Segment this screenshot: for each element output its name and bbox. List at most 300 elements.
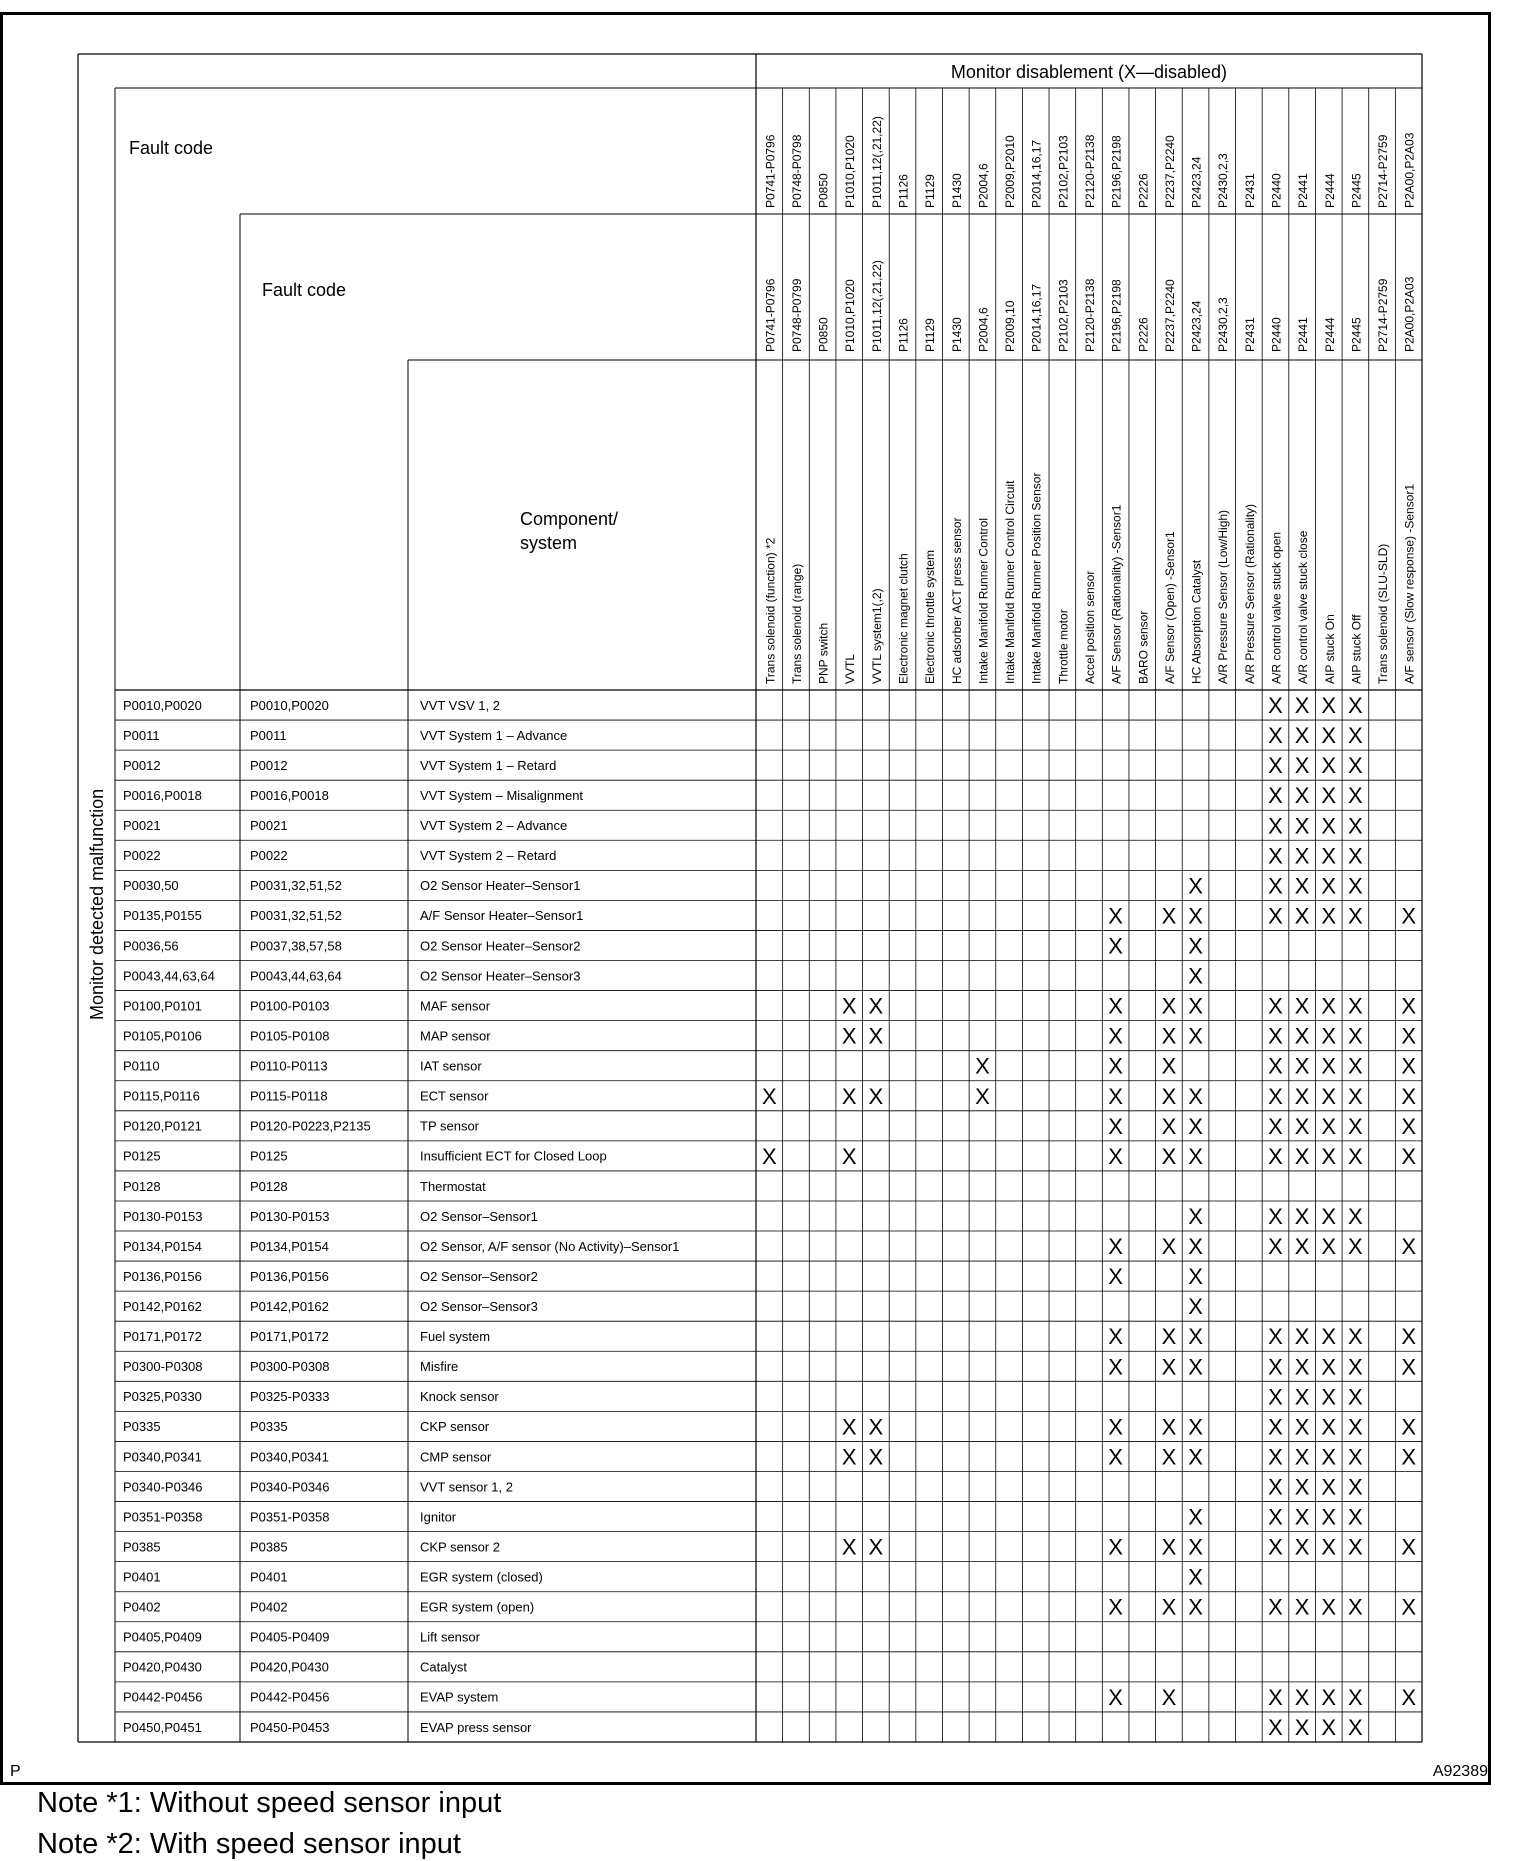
- row-code-outer: P0036,56: [123, 938, 179, 954]
- disabled-mark: X: [1348, 873, 1363, 899]
- disabled-mark: X: [1188, 1113, 1203, 1139]
- disabled-mark: X: [1294, 693, 1310, 719]
- disabled-mark: X: [1268, 1053, 1283, 1079]
- disabled-mark: X: [1161, 1234, 1177, 1260]
- disabled-mark: X: [1294, 1354, 1310, 1380]
- column-code-mid: P0850: [816, 317, 831, 352]
- row-code-outer: P0136,P0156: [123, 1268, 202, 1284]
- row-code-outer: P0340-P0346: [123, 1479, 203, 1495]
- row-component: Lift sensor: [420, 1629, 480, 1645]
- disabled-mark: X: [1348, 1204, 1363, 1229]
- disabled-mark: X: [1188, 1414, 1203, 1440]
- disabled-mark: X: [1161, 1053, 1177, 1079]
- note-2: Note *2: With speed sensor input: [37, 1828, 461, 1860]
- row-code-outer: P0125: [123, 1148, 161, 1164]
- row-code-outer: P0128: [123, 1178, 161, 1194]
- disabled-mark: X: [1401, 903, 1417, 929]
- row-component: EGR system (open): [420, 1599, 535, 1615]
- column-code-top: P2120-P2138: [1083, 134, 1097, 208]
- row-code-outer: P0402: [123, 1599, 161, 1615]
- row-component: O2 Sensor–Sensor3: [420, 1298, 538, 1314]
- disabled-mark: X: [868, 1023, 884, 1049]
- column-code-top: P1010,P1020: [843, 135, 858, 208]
- disabled-mark: X: [1348, 783, 1363, 809]
- column-code-mid: P2A00,P2A03: [1402, 276, 1417, 352]
- column-name: A/R control valve stuck close: [1296, 530, 1311, 684]
- row-component: MAF sensor: [420, 998, 491, 1014]
- row-code-outer: P0115,P0116: [123, 1088, 200, 1104]
- column-code-mid: P2014,16,17: [1029, 283, 1044, 352]
- column-name: HC adsorber ACT press sensor: [949, 517, 964, 684]
- column-name: Accel position sensor: [1083, 570, 1097, 684]
- disabled-mark: X: [841, 993, 857, 1019]
- corner-label-left: P: [10, 1763, 21, 1780]
- column-code-top: P2226: [1136, 173, 1151, 208]
- disabled-mark: X: [1188, 873, 1203, 899]
- group-title: Monitor disablement (X—disabled): [950, 62, 1228, 82]
- column-code-mid: P2441: [1296, 317, 1311, 352]
- disabled-mark: X: [1188, 1294, 1203, 1320]
- column-code-mid: P1129: [923, 318, 938, 352]
- disabled-mark: X: [1108, 1113, 1123, 1139]
- disabled-mark: X: [1294, 813, 1310, 839]
- disabled-mark: X: [841, 1534, 857, 1560]
- disabled-mark: X: [1161, 1324, 1177, 1350]
- column-name: A/F Sensor (Rationality) -Sensor1: [1109, 504, 1124, 684]
- disabled-mark: X: [1401, 1594, 1417, 1620]
- row-code-inner: P0022: [250, 848, 288, 864]
- disabled-mark: X: [1294, 723, 1310, 749]
- row-component: MAP sensor: [420, 1028, 491, 1044]
- disabled-mark: X: [1348, 753, 1363, 779]
- disabled-mark: X: [1401, 1684, 1417, 1710]
- disabled-mark: X: [1268, 1444, 1283, 1470]
- disabled-mark: X: [1188, 903, 1203, 929]
- disabled-mark: X: [1401, 1354, 1417, 1380]
- disabled-mark: X: [761, 1083, 777, 1109]
- side-label: Monitor detected malfunction: [87, 788, 107, 1020]
- row-code-inner: P0105-P0108: [250, 1028, 330, 1044]
- row-code-inner: P0351-P0358: [250, 1509, 330, 1525]
- row-component: VVT System 2 – Retard: [420, 848, 557, 864]
- disabled-mark: X: [1294, 1113, 1310, 1139]
- column-name: AIP stuck Off: [1349, 614, 1364, 684]
- row-code-outer: P0300-P0308: [123, 1359, 203, 1375]
- row-component: O2 Sensor Heater–Sensor2: [420, 938, 581, 954]
- row-code-outer: P0011: [123, 727, 160, 743]
- disabled-mark: X: [1161, 1354, 1177, 1380]
- disabled-mark: X: [1294, 843, 1310, 869]
- disabled-mark: X: [868, 1534, 884, 1560]
- disabled-mark: X: [1321, 1204, 1337, 1229]
- disabled-mark: X: [1188, 1234, 1203, 1260]
- disabled-mark: X: [1108, 1143, 1123, 1169]
- disabled-mark: X: [1108, 1594, 1123, 1620]
- row-code-inner: P0010,P0020: [250, 697, 329, 713]
- column-code-mid: P2440: [1269, 317, 1284, 352]
- column-name: Intake Manifold Runner Control: [976, 517, 991, 684]
- disabled-mark: X: [1348, 1053, 1363, 1079]
- disabled-mark: X: [841, 1023, 857, 1049]
- disabled-mark: X: [1161, 1083, 1177, 1109]
- row-code-inner: P0335: [250, 1419, 288, 1435]
- row-code-outer: P0043,44,63,64: [123, 968, 215, 984]
- disabled-mark: X: [1294, 1534, 1310, 1560]
- disabled-mark: X: [1268, 1113, 1283, 1139]
- disabled-mark: X: [1401, 1414, 1417, 1440]
- disabled-mark: X: [1161, 1444, 1177, 1470]
- disabled-mark: X: [1348, 1234, 1363, 1260]
- disabled-mark: X: [1188, 1534, 1203, 1560]
- disabled-mark: X: [1268, 1414, 1283, 1440]
- row-code-inner: P0043,44,63,64: [250, 968, 342, 984]
- disabled-mark: X: [1268, 1204, 1283, 1229]
- disabled-mark: X: [1348, 1083, 1363, 1109]
- disabled-mark: X: [841, 1444, 857, 1470]
- row-code-inner: P0171,P0172: [250, 1329, 329, 1345]
- disabled-mark: X: [1294, 1143, 1310, 1169]
- disabled-mark: X: [1321, 843, 1337, 869]
- row-component: IAT sensor: [420, 1058, 482, 1074]
- disabled-mark: X: [1188, 1594, 1203, 1620]
- row-code-inner: P0405-P0409: [250, 1629, 330, 1645]
- row-code-inner: P0120-P0223,P2135: [250, 1118, 371, 1134]
- column-code-mid: P2237,P2240: [1162, 279, 1177, 352]
- disabled-mark: X: [1268, 903, 1283, 929]
- disabled-mark: X: [1268, 1534, 1283, 1560]
- column-name: PNP switch: [816, 622, 831, 684]
- row-component: O2 Sensor Heater–Sensor3: [420, 968, 581, 984]
- disabled-mark: X: [1188, 1204, 1203, 1229]
- disabled-mark: X: [1321, 1113, 1337, 1139]
- column-code-top: P0741-P0796: [763, 134, 778, 208]
- disabled-mark: X: [1294, 993, 1310, 1019]
- row-code-inner: P0125: [250, 1148, 288, 1164]
- disabled-mark: X: [1321, 903, 1337, 929]
- disabled-mark: X: [1161, 1414, 1177, 1440]
- row-code-outer: P0010,P0020: [123, 697, 202, 713]
- column-code-top: P2004,6: [976, 163, 991, 208]
- disabled-mark: X: [1108, 1264, 1123, 1290]
- disabled-mark: X: [1294, 753, 1310, 779]
- disabled-mark: X: [1161, 1594, 1177, 1620]
- row-code-outer: P0135,P0155: [123, 908, 202, 924]
- disabled-mark: X: [1294, 1594, 1310, 1620]
- column-code-mid: P2226: [1136, 317, 1151, 352]
- row-code-inner: P0442-P0456: [250, 1689, 330, 1705]
- row-code-inner: P0142,P0162: [250, 1298, 329, 1314]
- disabled-mark: X: [1268, 873, 1283, 899]
- disabled-mark: X: [1161, 1534, 1177, 1560]
- row-code-outer: P0385: [123, 1539, 161, 1555]
- row-code-outer: P0022: [123, 848, 161, 864]
- row-component: VVT sensor 1, 2: [420, 1479, 513, 1495]
- row-component: EVAP press sensor: [420, 1719, 532, 1735]
- row-code-inner: P0037,38,57,58: [250, 938, 342, 954]
- row-code-inner: P0016,P0018: [250, 788, 329, 804]
- component-label-line2: system: [520, 533, 578, 553]
- row-code-inner: P0401: [250, 1569, 288, 1585]
- disabled-mark: X: [1294, 1714, 1310, 1740]
- column-code-mid: P2714-P2759: [1376, 278, 1391, 352]
- row-code-outer: P0442-P0456: [123, 1689, 203, 1705]
- disabled-mark: X: [1108, 1414, 1123, 1440]
- component-label-line1: Component/: [520, 509, 619, 529]
- row-code-inner: P0450-P0453: [250, 1719, 330, 1735]
- disabled-mark: X: [1268, 843, 1283, 869]
- row-code-inner: P0031,32,51,52: [250, 908, 342, 924]
- disabled-mark: X: [1294, 1324, 1310, 1350]
- row-code-outer: P0100,P0101: [123, 998, 202, 1014]
- column-name: VVTL: [843, 653, 858, 684]
- disabled-mark: X: [1268, 753, 1283, 779]
- disabled-mark: X: [841, 1143, 857, 1169]
- column-code-mid: P0741-P0796: [763, 278, 778, 352]
- disabled-mark: X: [1348, 1714, 1363, 1740]
- disabled-mark: X: [1321, 1384, 1337, 1410]
- fault-code-label-inner: Fault code: [262, 280, 347, 300]
- disabled-mark: X: [1348, 1414, 1363, 1440]
- row-code-inner: P0340-P0346: [250, 1479, 330, 1495]
- column-code-mid: P2196,P2198: [1109, 279, 1124, 352]
- row-code-outer: P0171,P0172: [123, 1329, 202, 1345]
- column-name: VVTL system1(,2): [869, 588, 884, 684]
- row-component: CKP sensor: [420, 1419, 490, 1435]
- disabled-mark: X: [1321, 1053, 1337, 1079]
- disabled-mark: X: [1321, 1414, 1337, 1440]
- disabled-mark: X: [1108, 1444, 1123, 1470]
- disabled-mark: X: [1268, 693, 1283, 719]
- disabled-mark: X: [1188, 1143, 1203, 1169]
- disabled-mark: X: [1348, 993, 1363, 1019]
- column-code-top: P2A00,P2A03: [1402, 132, 1417, 208]
- column-name: A/F Sensor (Open) -Sensor1: [1162, 531, 1177, 684]
- disabled-mark: X: [1348, 903, 1363, 929]
- disabled-mark: X: [1321, 723, 1337, 749]
- column-name: AIP stuck On: [1322, 614, 1337, 684]
- disabled-mark: X: [1348, 1324, 1363, 1350]
- row-component: O2 Sensor–Sensor2: [420, 1268, 538, 1284]
- row-code-inner: P0011: [250, 727, 287, 743]
- disabled-mark: X: [1348, 1684, 1363, 1710]
- row-code-outer: P0405,P0409: [123, 1629, 202, 1645]
- disabled-mark: X: [1188, 1083, 1203, 1109]
- disabled-mark: X: [1188, 933, 1203, 959]
- disabled-mark: X: [1161, 903, 1177, 929]
- disabled-mark: X: [1188, 1264, 1203, 1290]
- column-code-top: P1129: [923, 174, 938, 208]
- row-code-outer: P0335: [123, 1419, 161, 1435]
- disabled-mark: X: [1294, 1234, 1310, 1260]
- row-component: TP sensor: [420, 1118, 480, 1134]
- column-name: BARO sensor: [1136, 610, 1151, 684]
- disabled-mark: X: [1401, 1444, 1417, 1470]
- row-code-outer: P0016,P0018: [123, 788, 202, 804]
- disabled-mark: X: [1108, 1684, 1123, 1710]
- disabled-mark: X: [761, 1143, 777, 1169]
- disabled-mark: X: [1321, 873, 1337, 899]
- column-name: Trans solenoid (function) *2: [763, 537, 778, 684]
- disabled-mark: X: [868, 1444, 884, 1470]
- disabled-mark: X: [1108, 1023, 1123, 1049]
- disabled-mark: X: [1348, 1444, 1363, 1470]
- disabled-mark: X: [1268, 813, 1283, 839]
- disabled-mark: X: [1268, 1594, 1283, 1620]
- row-component: EVAP system: [420, 1689, 499, 1705]
- disabled-mark: X: [1161, 1143, 1177, 1169]
- row-component: O2 Sensor Heater–Sensor1: [420, 878, 581, 894]
- disabled-mark: X: [1108, 1053, 1123, 1079]
- column-code-top: P0850: [816, 173, 831, 208]
- row-code-outer: P0450,P0451: [123, 1719, 202, 1735]
- row-code-inner: P0300-P0308: [250, 1359, 330, 1375]
- disabled-mark: X: [1108, 993, 1123, 1019]
- disabled-mark: X: [1188, 993, 1203, 1019]
- column-code-top: P0748-P0798: [789, 134, 804, 208]
- disabled-mark: X: [1348, 1143, 1363, 1169]
- disabled-mark: X: [1188, 1023, 1203, 1049]
- disabled-mark: X: [1401, 1324, 1417, 1350]
- row-code-outer: P0120,P0121: [123, 1118, 202, 1134]
- disabled-mark: X: [1321, 993, 1337, 1019]
- disabled-mark: X: [868, 1414, 884, 1440]
- row-code-inner: P0385: [250, 1539, 288, 1555]
- column-code-top: P2009,P2010: [1003, 135, 1018, 208]
- disabled-mark: X: [1348, 1113, 1363, 1139]
- disabled-mark: X: [1321, 1143, 1337, 1169]
- disabled-mark: X: [1348, 1594, 1363, 1620]
- disabled-mark: X: [1188, 1564, 1203, 1590]
- column-code-mid: P1011,12(,21,22): [869, 260, 884, 352]
- row-code-inner: P0031,32,51,52: [250, 878, 342, 894]
- disabled-mark: X: [1294, 783, 1310, 809]
- disabled-mark: X: [1348, 843, 1363, 869]
- disabled-mark: X: [1294, 1053, 1310, 1079]
- disabled-mark: X: [1348, 1354, 1363, 1380]
- row-code-inner: P0325-P0333: [250, 1389, 330, 1405]
- fault-code-label-outer: Fault code: [129, 138, 214, 158]
- disabled-mark: X: [1401, 1023, 1417, 1049]
- disabled-mark: X: [1268, 1143, 1283, 1169]
- row-component: A/F Sensor Heater–Sensor1: [420, 908, 584, 924]
- row-component: VVT System – Misalignment: [420, 788, 584, 804]
- disabled-mark: X: [1268, 1023, 1283, 1049]
- column-code-mid: P2444: [1322, 317, 1337, 352]
- row-code-outer: P0030,50: [123, 878, 179, 894]
- disabled-mark: X: [1108, 903, 1123, 929]
- disabled-mark: X: [1348, 1474, 1363, 1500]
- disabled-mark: X: [1268, 1474, 1283, 1500]
- row-component: CKP sensor 2: [420, 1539, 500, 1555]
- column-code-mid: P0748-P0799: [789, 278, 804, 352]
- disabled-mark: X: [1268, 1324, 1283, 1350]
- disabled-mark: X: [1268, 1684, 1283, 1710]
- column-code-top: P2014,16,17: [1029, 139, 1044, 208]
- row-component: Knock sensor: [420, 1389, 499, 1405]
- disabled-mark: X: [1108, 1534, 1123, 1560]
- disabled-mark: X: [1321, 1234, 1337, 1260]
- column-name: Trans solenoid (range): [789, 563, 804, 684]
- disabled-mark: X: [1321, 1023, 1337, 1049]
- column-code-mid: P2445: [1349, 317, 1364, 352]
- column-code-top: P2430,2,3: [1216, 153, 1231, 208]
- row-code-inner: P0012: [250, 757, 288, 773]
- disabled-mark: X: [1268, 1504, 1283, 1530]
- disabled-mark: X: [1321, 693, 1337, 719]
- column-code-top: P2423,24: [1189, 156, 1204, 208]
- row-code-outer: P0420,P0430: [123, 1659, 202, 1675]
- disabled-mark: X: [1188, 1324, 1203, 1350]
- column-code-top: P2444: [1322, 173, 1337, 208]
- disabled-mark: X: [1294, 1684, 1310, 1710]
- column-code-top: P2196,P2198: [1109, 135, 1124, 208]
- disabled-mark: X: [1161, 993, 1177, 1019]
- disabled-mark: X: [1294, 903, 1310, 929]
- column-code-top: P1126: [896, 174, 911, 208]
- disabled-mark: X: [1321, 1714, 1337, 1740]
- disabled-mark: X: [1321, 783, 1337, 809]
- column-name: A/R Pressure Sensor (Low/High): [1216, 509, 1231, 684]
- row-component: EGR system (closed): [420, 1569, 543, 1585]
- row-component: Ignitor: [420, 1509, 457, 1525]
- disabled-mark: X: [1268, 1354, 1283, 1380]
- disabled-mark: X: [1294, 1083, 1310, 1109]
- disabled-mark: X: [1321, 1504, 1337, 1530]
- column-code-mid: P2009,10: [1003, 300, 1018, 352]
- disabled-mark: X: [1268, 1384, 1283, 1410]
- row-code-outer: P0105,P0106: [123, 1028, 202, 1044]
- row-code-inner: P0134,P0154: [250, 1238, 329, 1254]
- column-code-mid: P2004,6: [976, 307, 991, 352]
- column-code-mid: P2431: [1242, 317, 1257, 352]
- row-code-outer: P0130-P0153: [123, 1208, 203, 1224]
- row-component: Insufficient ECT for Closed Loop: [420, 1148, 607, 1164]
- disabled-mark: X: [1401, 1234, 1417, 1260]
- disabled-mark: X: [1401, 1534, 1417, 1560]
- row-code-inner: P0110-P0113: [250, 1058, 328, 1074]
- column-code-mid: P2430,2,3: [1216, 297, 1231, 352]
- disabled-mark: X: [1268, 723, 1283, 749]
- column-code-mid: P2120-P2138: [1083, 278, 1097, 352]
- disabled-mark: X: [1321, 1684, 1337, 1710]
- disabled-mark: X: [1188, 1444, 1203, 1470]
- disabled-mark: X: [868, 993, 884, 1019]
- disabled-mark: X: [1401, 1083, 1417, 1109]
- disabled-mark: X: [1161, 1684, 1177, 1710]
- column-code-top: P2445: [1349, 173, 1364, 208]
- row-code-outer: P0142,P0162: [123, 1298, 202, 1314]
- disabled-mark: X: [1321, 1594, 1337, 1620]
- row-component: VVT System 1 – Advance: [420, 727, 568, 743]
- row-code-inner: P0130-P0153: [250, 1208, 330, 1224]
- disabled-mark: X: [975, 1053, 990, 1079]
- disabled-mark: X: [1108, 1354, 1123, 1380]
- disabled-mark: X: [1108, 933, 1123, 959]
- disabled-mark: X: [1268, 1714, 1283, 1740]
- disabled-mark: X: [1348, 813, 1363, 839]
- row-component: Fuel system: [420, 1329, 491, 1345]
- column-name: Throttle motor: [1056, 609, 1071, 684]
- row-code-inner: P0128: [250, 1178, 288, 1194]
- disabled-mark: X: [1348, 1023, 1363, 1049]
- column-code-mid: P1430: [949, 317, 964, 352]
- disabled-mark: X: [975, 1083, 990, 1109]
- column-code-top: P2440: [1269, 173, 1284, 208]
- disabled-mark: X: [1294, 873, 1310, 899]
- disabled-mark: X: [841, 1083, 857, 1109]
- disabled-mark: X: [868, 1083, 884, 1109]
- column-code-top: P1011,12(,21,22): [869, 116, 884, 208]
